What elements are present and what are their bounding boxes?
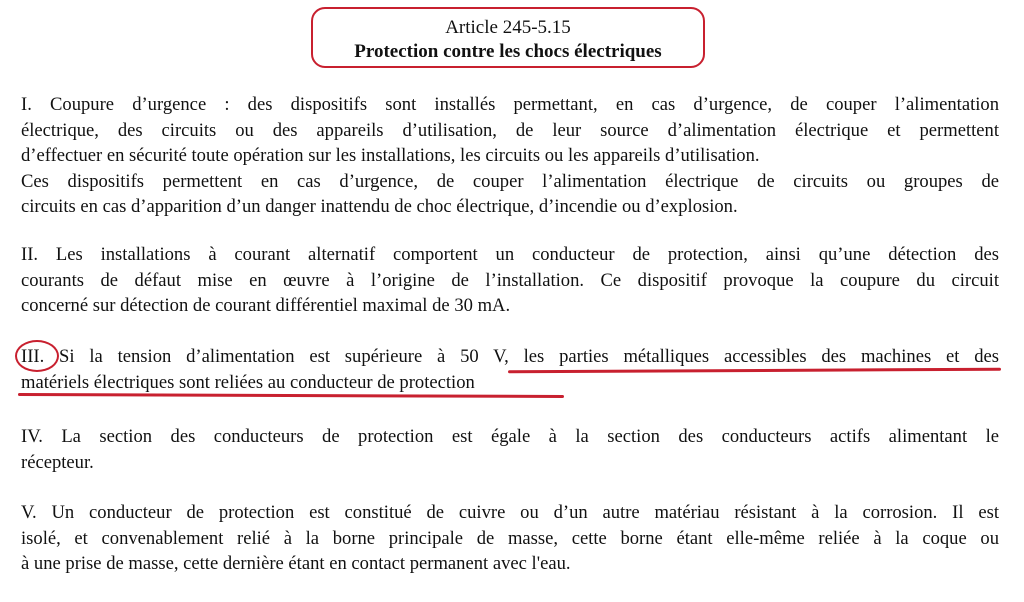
section-5-line: V. Un conducteur de protection est constitué de cuivre ou d’un autre matériau résistant à la corrosion. Il est [21,502,999,523]
section-2-line: II. Les installations à courant alternatif comportent un conducteur de protection, ainsi qu’une détection des [21,244,999,265]
red-underline-annotation [18,393,564,398]
section-2-line: concerné sur détection de courant différentiel maximal de 30 mA. [21,295,511,316]
section-3-line1-text: Si la tension d’alimentation est supérieure à 50 V, les parties métalliques accessibles des machines et des [59,346,999,367]
section-4-conductor-section [21,424,999,475]
article-number: Article 245-5.15 [445,17,571,38]
red-circle-annotation [15,340,59,372]
section-4-line: récepteur. [21,451,94,473]
section-5-conductor-material [21,500,999,577]
section-1-line: I. Coupure d’urgence : des dispositifs sont installés permettant, en cas d’urgence, de couper l’alimentation [21,94,999,115]
section-1-line: Ces dispositifs permettent en cas d’urgence, de couper l’alimentation électrique de circuits ou groupes de [21,170,999,192]
section-5-line: à une prise de masse, cette dernière étant en contact permanent avec l'eau. [21,553,571,574]
section-4-line: IV. La section des conducteurs de protection est égale à la section des conducteurs actifs alimentant le [21,426,999,447]
section-2-ac-installations [21,242,999,319]
section-2-line: courants de défaut mise en œuvre à l’origine de l’installation. Ce dispositif provoque la coupure du circuit [21,269,999,291]
article-heading: Protection contre les chocs électriques [354,41,662,62]
section-1-line: d’effectuer en sécurité toute opération sur les installations, les circuits ou les appareils d’utilisation. [21,145,760,166]
section-1-emergency-cutoff [21,92,999,220]
section-1-line: électrique, des circuits ou des appareils d’utilisation, de leur source d’alimentation électrique et permettent [21,119,999,141]
article-title-box [311,7,705,68]
section-1-line: circuits en cas d’apparition d’un danger inattendu de choc électrique, d’incendie ou d’explosion. [21,196,738,217]
section-3-line [21,344,999,370]
section-3-line: matériels électriques sont reliées au conducteur de protection [21,371,475,393]
section-5-line: isolé, et convenablement relié à la borne principale de masse, cette borne étant elle-même reliée à la coque ou [21,527,999,549]
section-3-numeral: III. [21,344,44,370]
